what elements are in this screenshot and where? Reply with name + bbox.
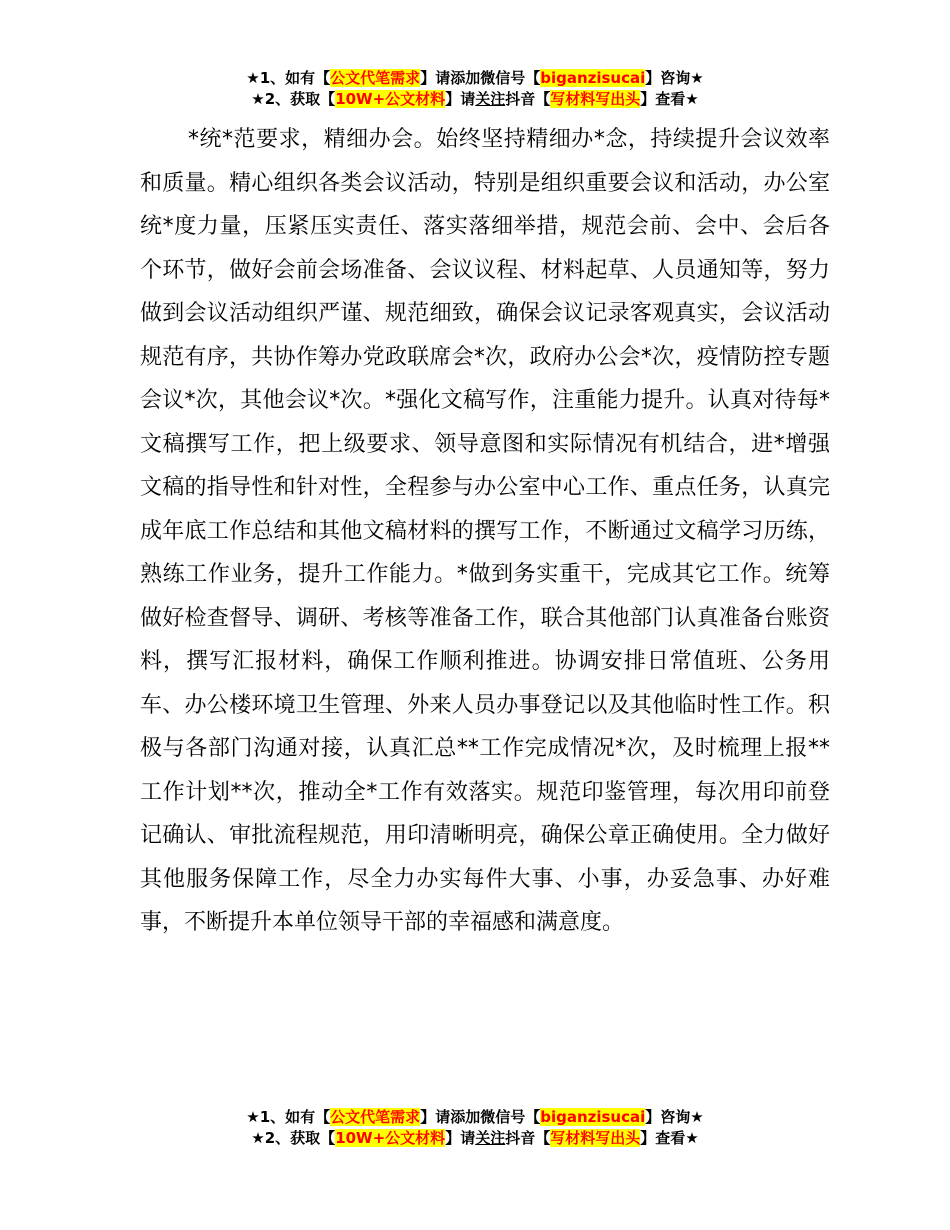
footer-banner-line-1	[0, 1107, 950, 1128]
banner-line-1-suffix: 】咨询★	[645, 69, 704, 87]
banner-line-2-middle-b: 抖音【	[505, 90, 551, 108]
footer-follow-text: 关注	[475, 1129, 506, 1147]
footer-highlight-douyin-account: 写材料写出头	[550, 1129, 641, 1147]
banner-highlight-douyin-account: 写材料写出头	[550, 90, 641, 108]
footer-banner-line-2	[0, 1128, 950, 1149]
footer-line-1-suffix: 】咨询★	[645, 1108, 704, 1126]
banner-line-1	[0, 68, 950, 89]
banner-highlight-materials: 10W+公文材料	[335, 90, 446, 108]
banner-highlight-ghostwriting: 公文代笔需求	[330, 69, 421, 87]
footer-line-2-prefix: ★2、获取【	[251, 1129, 336, 1147]
banner-line-2-middle-a: 】请	[445, 90, 476, 108]
footer-highlight-materials: 10W+公文材料	[335, 1129, 446, 1147]
banner-follow-text: 关注	[475, 90, 506, 108]
body-paragraph: *统*范要求，精细办会。始终坚持精细办*念，持续提升会议效率和质量。精心组织各类会议活动，特别是组织重要会议和活动，办公室统*度力量，压紧压实责任、落实落细举措，规范会前、会中、会后各个环节，做好会前会场准备、会议议程、材料起草、人员通知等，努力做到会议活动组织严谨、规范细致，确保会议记录客观真实，会议活动规范有序，共协作筹办党政联席会*次，政府办公会*次，疫情防控专题会议*次，其他会议*次。*强化文稿写作，注重能力提升。认真对待每*文稿撰写工作，把上级要求、领导意图和实际情况有机结合，进*增强文稿的指导性和针对性，全程参与办公室中心工作、重点任务，认真完成年底工作总结和其他文稿材料的撰写工作，不断通过文稿学习历练，熟练工作业务，提升工作能力。*做到务实重干，完成其它工作。统筹做好检查督导、调研、考核等准备工作，联合其他部门认真准备台账资料，撰写汇报材料，确保工作顺利推进。协调安排日常值班、公务用车、办公楼环境卫生管理、外来人员办事登记以及其他临时性工作。积极与各部门沟通对接，认真汇总**工作完成情况*次，及时梳理上报**工作计划**次，推动全*工作有效落实。规范印鉴管理，每次用印前登记确认、审批流程规范，用印清晰明亮，确保公章正确使用。全力做好其他服务保障工作，尽全力办实每件大事、小事，办妥急事、办好难事，不断提升本单位领导干部的幸福感和满意度。	[140, 127, 830, 935]
footer-highlight-ghostwriting: 公文代笔需求	[330, 1108, 421, 1126]
footer-banner	[0, 1107, 950, 1149]
banner-highlight-wechat-id: biganzisucai	[540, 69, 646, 87]
footer-line-1-prefix: ★1、如有【	[246, 1108, 331, 1126]
banner-line-1-middle: 】请添加微信号【	[420, 69, 541, 87]
banner-line-2	[0, 89, 950, 110]
banner-line-2-prefix: ★2、获取【	[251, 90, 336, 108]
banner-line-2-suffix: 】查看★	[640, 90, 699, 108]
footer-highlight-wechat-id: biganzisucai	[540, 1108, 646, 1126]
footer-line-2-middle-b: 抖音【	[505, 1129, 551, 1147]
header-banner	[0, 68, 950, 110]
footer-line-2-middle-a: 】请	[445, 1129, 476, 1147]
footer-line-1-middle: 】请添加微信号【	[420, 1108, 541, 1126]
footer-line-2-suffix: 】查看★	[640, 1129, 699, 1147]
banner-line-1-prefix: ★1、如有【	[246, 69, 331, 87]
